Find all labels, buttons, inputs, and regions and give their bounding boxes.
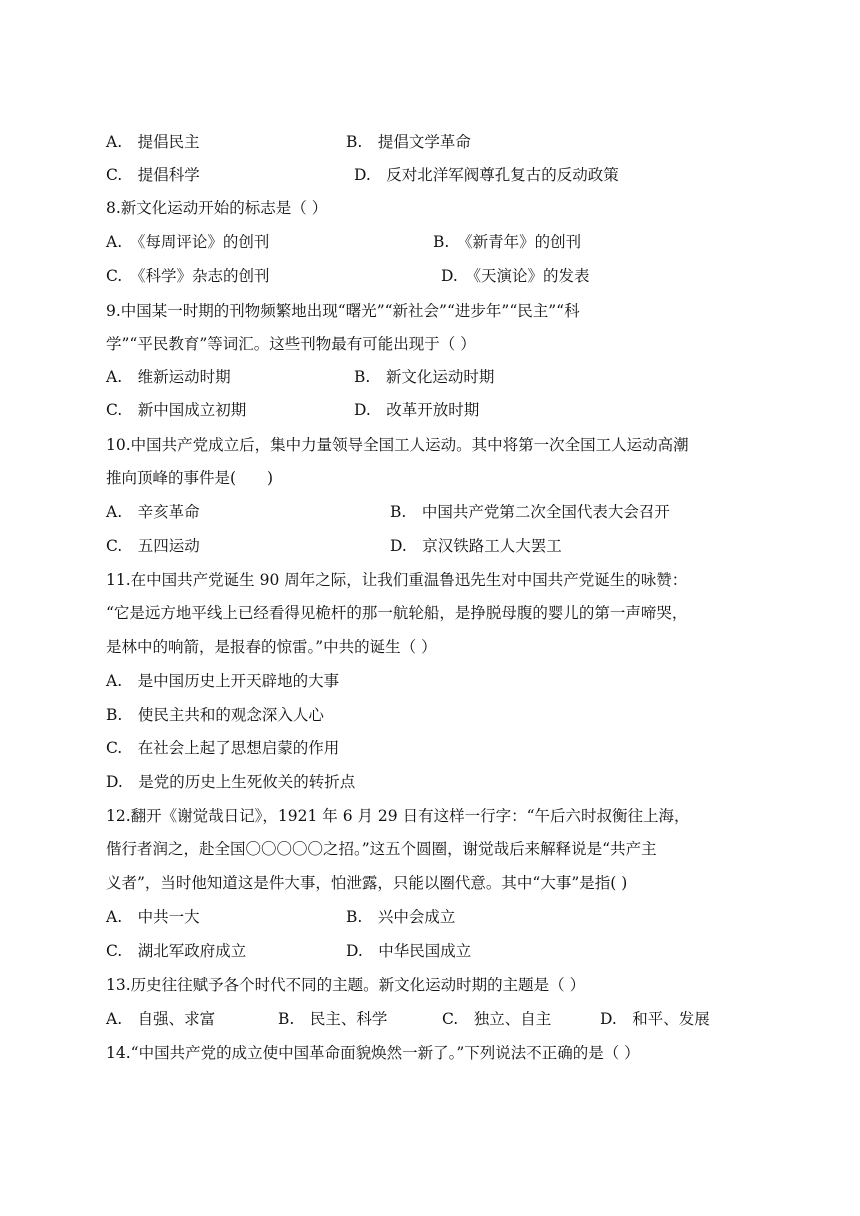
q12-option-c: C. 湖北军政府成立 bbox=[106, 942, 247, 960]
q11-stem-line-2: “它是远方地平线上已经看得见桅杆的那一航轮船，是挣脱母腹的婴儿的第一声啼哭， bbox=[106, 604, 688, 622]
q10-option-b: B. 中国共产党第二次全国代表大会召开 bbox=[390, 503, 670, 521]
q10-option-a: A. 辛亥革命 bbox=[106, 503, 200, 521]
q8-option-d: D. 《天演论》的发表 bbox=[441, 267, 590, 285]
q11-stem-line-3: 是林中的响箭，是报春的惊雷。”中共的诞生（ ） bbox=[106, 638, 437, 656]
q8-option-b: B. 《新青年》的创刊 bbox=[433, 233, 582, 251]
q12-option-b: B. 兴中会成立 bbox=[346, 908, 456, 926]
q9-stem-line-1: 9.中国某一时期的刊物频繁地出现“曙光”“新社会”“进步年”“民主”“科 bbox=[106, 302, 580, 320]
q8-option-a: A. 《每周评论》的创刊 bbox=[106, 233, 270, 251]
q11-option-c: C. 在社会上起了思想启蒙的作用 bbox=[106, 739, 340, 757]
q8-stem: 8.新文化运动开始的标志是（ ） bbox=[106, 199, 328, 217]
q10-option-c: C. 五四运动 bbox=[106, 537, 200, 555]
q11-option-a: A. 是中国历史上开天辟地的大事 bbox=[106, 672, 340, 690]
q7-option-d: D. 反对北洋军阀尊孔复古的反动政策 bbox=[354, 166, 619, 184]
q10-option-d: D. 京汉铁路工人大罢工 bbox=[390, 537, 562, 555]
q13-stem: 13.历史往往赋予各个时代不同的主题。新文化运动时期的主题是（ ） bbox=[106, 976, 586, 994]
q13-option-a: A. 自强、求富 bbox=[106, 1010, 216, 1028]
q10-stem-line-2: 推向顶峰的事件是( ) bbox=[106, 469, 274, 487]
q14-stem: 14.“中国共产党的成立使中国革命面貌焕然一新了。”下列说法不正确的是（ ） bbox=[106, 1044, 640, 1062]
q9-stem-line-2: 学”“平民教育”等词汇。这些刊物最有可能出现于（ ） bbox=[106, 335, 476, 353]
q9-option-b: B. 新文化运动时期 bbox=[354, 368, 495, 386]
q9-option-c: C. 新中国成立初期 bbox=[106, 401, 247, 419]
q11-option-b: B. 使民主共和的观念深入人心 bbox=[106, 706, 324, 724]
q12-stem-line-3: 义者”，当时他知道这是件大事，怕泄露，只能以圈代意。其中“大事”是指( ) bbox=[106, 874, 628, 892]
q12-option-d: D. 中华民国成立 bbox=[346, 942, 472, 960]
q10-stem-line-1: 10.中国共产党成立后，集中力量领导全国工人运动。其中将第一次全国工人运动高潮 bbox=[106, 436, 689, 454]
q12-stem-line-2: 偕行者润之，赴全国〇〇〇〇〇之招。”这五个圆圈，谢觉哉后来解释说是“共产主 bbox=[106, 840, 657, 858]
q7-option-a: A. 提倡民主 bbox=[106, 133, 200, 151]
q8-option-c: C. 《科学》杂志的创刊 bbox=[106, 267, 270, 285]
q12-option-a: A. 中共一大 bbox=[106, 908, 200, 926]
q11-option-d: D. 是党的历史上生死攸关的转折点 bbox=[106, 773, 356, 791]
q7-option-c: C. 提倡科学 bbox=[106, 166, 200, 184]
q12-stem-line-1: 12.翻开《谢觉哉日记》，1921 年 6 月 29 日有这样一行字：“午后六时叔衡往上海， bbox=[106, 807, 690, 825]
q13-option-c: C. 独立、自主 bbox=[442, 1010, 552, 1028]
q7-option-b: B. 提倡文学革命 bbox=[346, 133, 471, 151]
q11-stem-line-1: 11.在中国共产党诞生 90 周年之际，让我们重温鲁迅先生对中国共产党诞生的咏赞： bbox=[106, 571, 688, 589]
q9-option-a: A. 维新运动时期 bbox=[106, 368, 231, 386]
q13-option-b: B. 民主、科学 bbox=[278, 1010, 388, 1028]
q13-option-d: D. 和平、发展 bbox=[600, 1010, 710, 1028]
q9-option-d: D. 改革开放时期 bbox=[354, 401, 480, 419]
